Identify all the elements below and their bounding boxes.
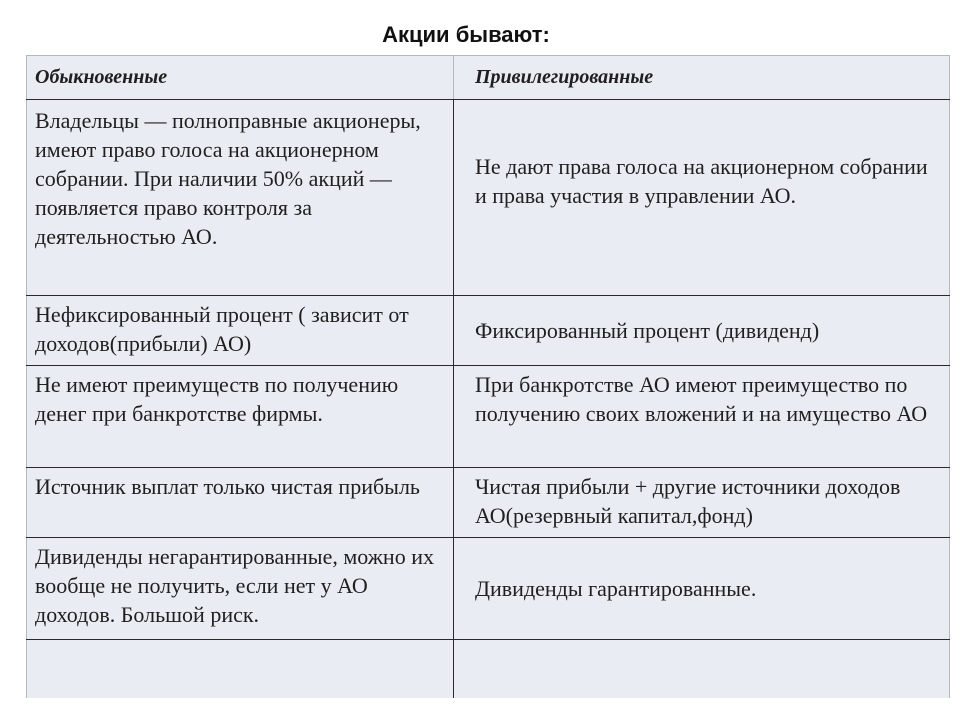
table-row	[27, 468, 950, 538]
cell-preferred: Фиксированный процент (дивиденд)	[454, 296, 950, 366]
cell-ordinary: Источник выплат только чистая прибыль	[27, 468, 454, 538]
page-title: Акции бывают:	[382, 22, 550, 47]
table-header-row	[27, 56, 950, 100]
cell-ordinary: Владельцы — полноправные акционеры, имеют право голоса на акционерном собрании. При наличии 50% акций — появляется право контроля за деятельностью АО.	[27, 100, 454, 296]
table-row	[27, 366, 950, 468]
column-header-ordinary: Обыкновенные	[27, 56, 454, 100]
cell-ordinary: Дивиденды негарантированные, можно их вообще не получить, если нет у АО доходов. Большой риск.	[27, 538, 454, 640]
table-row	[27, 296, 950, 366]
cell-preferred: Дивиденды гарантированные.	[454, 538, 950, 640]
cell-preferred: При банкротстве АО имеют преимущество по получению своих вложений и на имущество АО	[454, 366, 950, 468]
table-row	[27, 100, 950, 296]
comparison-table	[26, 55, 950, 698]
table-row	[27, 538, 950, 640]
cell-ordinary: Не имеют преимуществ по получению денег при банкротстве фирмы.	[27, 366, 454, 468]
table-row	[27, 640, 950, 699]
cell-ordinary	[27, 640, 454, 699]
cell-preferred	[454, 640, 950, 699]
cell-preferred: Не дают права голоса на акционерном собрании и права участия в управлении АО.	[454, 100, 950, 296]
cell-ordinary: Нефиксированный процент ( зависит от доходов(прибыли) АО)	[27, 296, 454, 366]
column-header-preferred: Привилегированные	[454, 56, 950, 100]
cell-preferred: Чистая прибыли + другие источники доходов АО(резервный капитал,фонд)	[454, 468, 950, 538]
